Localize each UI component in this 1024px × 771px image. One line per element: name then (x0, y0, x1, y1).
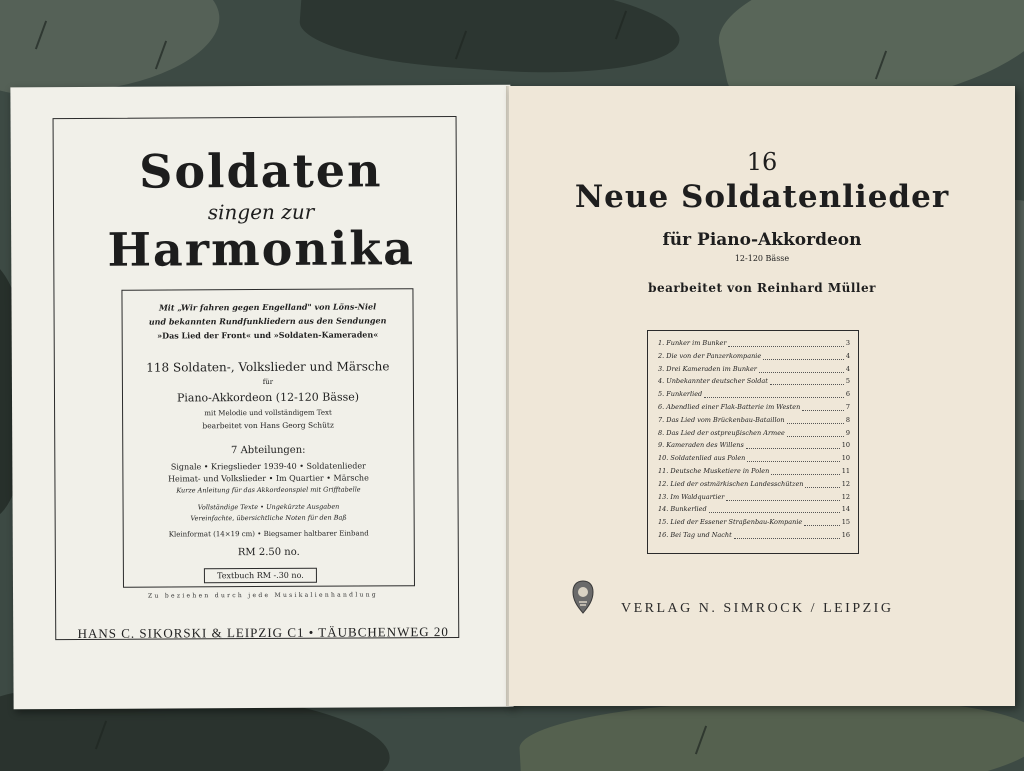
toc-title: 10. Soldatenlied aus Polen (658, 454, 746, 463)
right-arranger: bearbeitet von Reinhard Müller (648, 281, 876, 295)
toc-page-number: 8 (845, 415, 850, 424)
toc-title: 15. Lied der Essener Straßenbau-Kompanie (658, 518, 803, 527)
toc-leader-dots (763, 352, 844, 360)
song-count: 118 Soldaten-, Volkslieder und Märsche (146, 359, 390, 375)
melody-note: mit Melodie und vollständigem Text (204, 408, 332, 418)
toc-row (658, 416, 850, 428)
toc-leader-dots (728, 339, 843, 347)
toc-page-number: 4 (845, 364, 850, 373)
bass-range: 12-120 Bässe (734, 254, 790, 263)
toc-row (658, 531, 850, 543)
toc-page-number: 11 (841, 467, 850, 475)
price: RM 2.50 no. (237, 546, 300, 559)
toc-leader-dots (726, 493, 839, 501)
toc-row (658, 339, 850, 351)
toc-title: 9. Kameraden des Willens (658, 441, 744, 450)
toc-row (658, 467, 850, 479)
toc-leader-dots (746, 441, 840, 449)
toc-page-number: 12 (841, 479, 850, 488)
toc-title: 3. Drei Kameraden im Bunker (658, 364, 757, 373)
intro-line: »Das Lied der Front« und »Soldaten-Kameraden« (157, 329, 379, 341)
toc-leader-dots (759, 365, 844, 373)
textbook-price: Textbuch RM -.30 no. (204, 568, 317, 584)
toc-page-number: 9 (845, 428, 850, 437)
right-subtitle: für Piano-Akkordeon (662, 230, 862, 250)
arranger: bearbeitet von Hans Georg Schütz (202, 420, 334, 431)
toc-row (658, 377, 850, 389)
toc-title: 2. Die von der Panzerkompanie (658, 351, 762, 360)
toc-title: 14. Bunkerlied (658, 505, 707, 514)
toc-page-number: 7 (845, 403, 850, 411)
instrument: Piano-Akkordeon (12-120 Bässe) (176, 390, 360, 405)
intro-line: Mit „Wir fahren gegen Engelland" von Löns-Niel (158, 301, 377, 313)
song-number: 16 (746, 148, 778, 176)
toc-title: 5. Funkerlied (658, 390, 703, 399)
sections-line: Heimat- und Volkslieder • Im Quartier • Märsche (168, 473, 369, 484)
left-page (10, 85, 513, 710)
toc-row (658, 403, 850, 415)
right-title: Neue Soldatenlieder (574, 179, 950, 215)
right-page (509, 86, 1015, 706)
features-line: Vollständige Texte • Ungekürzte Ausgaben (197, 502, 340, 512)
toc-page-number: 3 (845, 339, 850, 347)
toc-leader-dots (770, 377, 844, 385)
toc-page-number: 4 (845, 351, 850, 360)
publisher-emblem-icon (571, 580, 595, 614)
toc-page-number: 10 (841, 454, 850, 463)
toc-leader-dots (709, 505, 840, 513)
sections-heading: 7 Abteilungen: (230, 444, 306, 457)
toc-title: 13. Im Waldquartier (658, 492, 725, 501)
toc-page-number: 12 (841, 492, 850, 501)
fuer-label: für (262, 377, 274, 386)
description-box (121, 288, 415, 588)
right-publisher: VERLAG N. SIMROCK / LEIPZIG (621, 601, 894, 616)
toc-leader-dots (747, 454, 839, 462)
toc-title: 16. Bei Tag und Nacht (658, 531, 732, 539)
toc-row (658, 493, 850, 505)
features-line: Vereinfachte, übersichtliche Noten für den Baß (190, 513, 347, 523)
toc-title: 1. Funker im Bunker (658, 339, 727, 347)
intro-line: und bekannten Rundfunkliedern aus den Sendungen (148, 315, 387, 327)
toc-title: 8. Das Lied der ostpreußischen Armee (658, 428, 785, 437)
toc-page-number: 16 (841, 531, 850, 539)
availability-note: Zu beziehen durch jede Musikalienhandlung (148, 591, 379, 600)
toc-leader-dots (802, 403, 844, 411)
toc-page-number: 14 (841, 505, 850, 514)
toc-row (658, 480, 850, 492)
toc-page-number: 6 (845, 390, 850, 399)
toc-leader-dots (805, 480, 839, 488)
toc-row (658, 365, 850, 377)
format-line: Kleinformat (14×19 cm) • Biegsamer haltbarer Einband (168, 529, 369, 539)
title-singen-zur: singen zur (207, 199, 315, 225)
toc-leader-dots (804, 518, 839, 526)
toc-row (658, 352, 850, 364)
toc-row (658, 505, 850, 517)
toc-leader-dots (771, 467, 839, 475)
publisher-address: HANS C. SIKORSKI & LEIPZIG C1 • TÄUBCHENWEG 20 (77, 624, 449, 641)
sections-line: Signale • Kriegslieder 1939-40 • Soldatenlieder (170, 461, 366, 472)
toc-page-number: 10 (841, 441, 850, 450)
toc-row (658, 429, 850, 441)
table-of-contents (647, 330, 859, 554)
toc-leader-dots (704, 390, 844, 398)
sections-line: Kurze Anleitung für das Akkordeonspiel mit Grifftabelle (176, 485, 361, 495)
toc-leader-dots (787, 416, 844, 424)
toc-row (658, 454, 850, 466)
toc-leader-dots (787, 429, 844, 437)
title-soldaten: Soldaten (139, 143, 383, 199)
title-harmonika: Harmonika (107, 221, 416, 277)
toc-row (658, 441, 850, 453)
toc-page-number: 15 (841, 518, 850, 527)
toc-page-number: 5 (845, 377, 850, 386)
toc-title: 12. Lied der ostmärkischen Landesschützen (658, 479, 804, 488)
toc-row (658, 390, 850, 402)
toc-title: 11. Deutsche Musketiere in Polen (658, 467, 770, 475)
toc-title: 4. Unbekannter deutscher Soldat (658, 377, 768, 386)
toc-row (658, 518, 850, 530)
toc-title: 6. Abendlied einer Flak-Batterie im Westen (658, 403, 801, 411)
toc-title: 7. Das Lied vom Brückenbau-Bataillon (658, 415, 785, 424)
toc-leader-dots (734, 531, 840, 539)
